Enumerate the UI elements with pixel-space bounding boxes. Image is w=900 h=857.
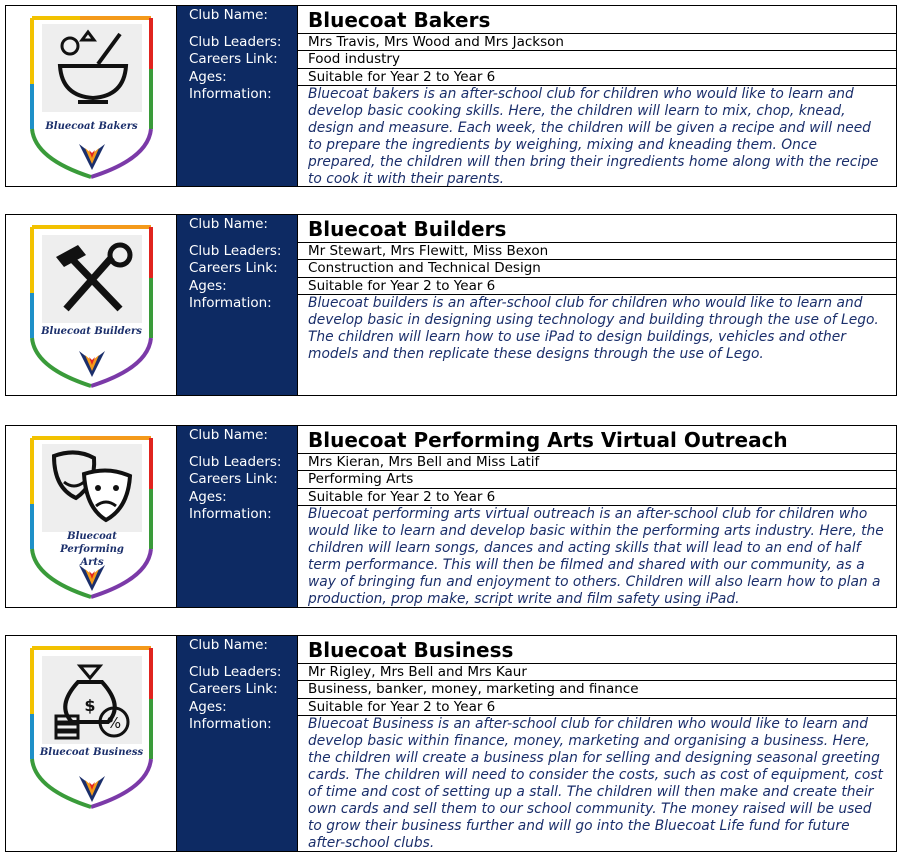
ages-row	[298, 699, 896, 716]
baking-bowl-icon	[42, 24, 142, 112]
careers-link-row	[298, 471, 896, 489]
ages-row	[298, 69, 896, 86]
club-leaders: Mr Stewart, Mrs Flewitt, Miss Bexon	[308, 243, 549, 259]
content-column	[297, 215, 896, 395]
content-column	[297, 636, 896, 851]
club-name-row	[298, 215, 896, 243]
club-name-row	[298, 636, 896, 664]
ages-label: Ages:	[189, 69, 227, 85]
information-label: Information:	[189, 716, 272, 732]
club-card-bakers	[5, 5, 897, 187]
label-column	[177, 6, 297, 186]
ages-label: Ages:	[189, 699, 227, 715]
club-leaders-row	[298, 243, 896, 260]
information-text: Bluecoat Business is an after-school club for children who would like to learn and develop basic within finance, money, marketing and organising a business. Here, the children will create a business plan for selling and designing seasonal greeting cards. The children will need to consider the costs, such as cost of equipment, cost of time and cost of setting up a stall. The children will then make and create their own cards and sell them to our school community. The money raised will be used to grow their business further and will go into the Bluecoat Life fund for future after-school clubs.	[308, 716, 883, 851]
badge-title: Bluecoat Builders	[41, 326, 142, 337]
information-label: Information:	[189, 86, 272, 102]
club-leaders-label: Club Leaders:	[189, 243, 282, 259]
club-leaders: Mrs Travis, Mrs Wood and Mrs Jackson	[308, 34, 564, 50]
club-badge	[6, 215, 177, 395]
club-badge	[6, 6, 177, 186]
club-card-performing-arts	[5, 425, 897, 608]
club-name: Bluecoat Business	[308, 638, 514, 662]
ages-value: Suitable for Year 2 to Year 6	[308, 69, 496, 85]
club-name-label: Club Name:	[189, 216, 268, 232]
careers-link-row	[298, 260, 896, 278]
badge-title: Bluecoat Bakers	[45, 121, 138, 132]
club-leaders-row	[298, 454, 896, 471]
club-name-label: Club Name:	[189, 637, 268, 653]
careers-link-label: Careers Link:	[189, 260, 278, 276]
school-crest-icon	[73, 136, 111, 172]
ages-row	[298, 489, 896, 506]
club-leaders-row	[298, 664, 896, 681]
svg-text:$: $	[84, 696, 96, 715]
information-label: Information:	[189, 506, 272, 522]
careers-link: Performing Arts	[308, 471, 414, 487]
club-leaders-label: Club Leaders:	[189, 664, 282, 680]
club-leaders-row	[298, 34, 896, 51]
club-card-builders	[5, 214, 897, 396]
club-leaders: Mrs Kieran, Mrs Bell and Miss Latif	[308, 454, 540, 470]
club-name: Bluecoat Bakers	[308, 8, 491, 32]
club-leaders-label: Club Leaders:	[189, 34, 282, 50]
club-badge	[6, 426, 177, 607]
label-column	[177, 426, 297, 607]
badge-title: Bluecoat Business	[39, 747, 144, 758]
hammer-wrench-icon	[42, 235, 142, 323]
careers-link-row	[298, 51, 896, 69]
club-leaders-label: Club Leaders:	[189, 454, 282, 470]
content-column	[297, 6, 896, 186]
label-column	[177, 636, 297, 851]
careers-link-label: Careers Link:	[189, 471, 278, 487]
school-crest-icon	[73, 768, 111, 804]
careers-link: Food industry	[308, 51, 400, 67]
careers-link-label: Careers Link:	[189, 51, 278, 67]
label-column	[177, 215, 297, 395]
careers-link: Business, banker, money, marketing and finance	[308, 681, 639, 697]
information-text: Bluecoat performing arts virtual outreach is an after-school club for children who would like to learn and develop basic within the performing arts industry. Here, the children will learn songs, dances and acting skills that will lead to an end of half term performance. This will then be filmed and shared with our community, as a way of bringing fun and enjoyment to others. Children will also learn how to plan a production, prop make, script write and film safety using iPad.	[308, 506, 884, 607]
school-crest-icon	[73, 343, 111, 379]
content-column	[297, 426, 896, 607]
club-name-row	[298, 426, 896, 454]
information-text: Bluecoat bakers is an after-school club for children who would like to learn and develop basic cooking skills. Here, the children will learn to mix, chop, knead, design and measure. Each week, the children will be given a recipe and will need to prepare the ingredients by weighing, mixing and kneading them. Once prepared, the children will then bring their ingredients home along with the recipe to cook it with their parents.	[308, 86, 879, 187]
svg-text:%: %	[106, 714, 122, 732]
careers-link: Construction and Technical Design	[308, 260, 541, 276]
club-name: Bluecoat Builders	[308, 217, 507, 241]
club-card-business	[5, 635, 897, 852]
money-bag-icon	[42, 656, 142, 744]
club-name-label: Club Name:	[189, 7, 268, 23]
ages-label: Ages:	[189, 278, 227, 294]
club-name: Bluecoat Performing Arts Virtual Outreach	[308, 428, 788, 452]
ages-label: Ages:	[189, 489, 227, 505]
club-leaders: Mr Rigley, Mrs Bell and Mrs Kaur	[308, 664, 527, 680]
ages-row	[298, 278, 896, 295]
club-name-label: Club Name:	[189, 427, 268, 443]
badge-title: Bluecoat Performing Arts	[60, 531, 124, 568]
information-text: Bluecoat builders is an after-school club for children who would like to learn and develop basic in designing using technology and building through the use of Lego. The children will learn how to use iPad to design buildings, vehicles and other models and then replicate these designs through the use of Lego.	[308, 295, 879, 362]
ages-value: Suitable for Year 2 to Year 6	[308, 699, 496, 715]
ages-value: Suitable for Year 2 to Year 6	[308, 489, 496, 505]
theatre-masks-icon	[42, 444, 142, 532]
information-label: Information:	[189, 295, 272, 311]
ages-value: Suitable for Year 2 to Year 6	[308, 278, 496, 294]
careers-link-label: Careers Link:	[189, 681, 278, 697]
school-crest-icon	[73, 557, 111, 593]
club-name-row	[298, 6, 896, 34]
club-badge	[6, 636, 177, 851]
careers-link-row	[298, 681, 896, 699]
